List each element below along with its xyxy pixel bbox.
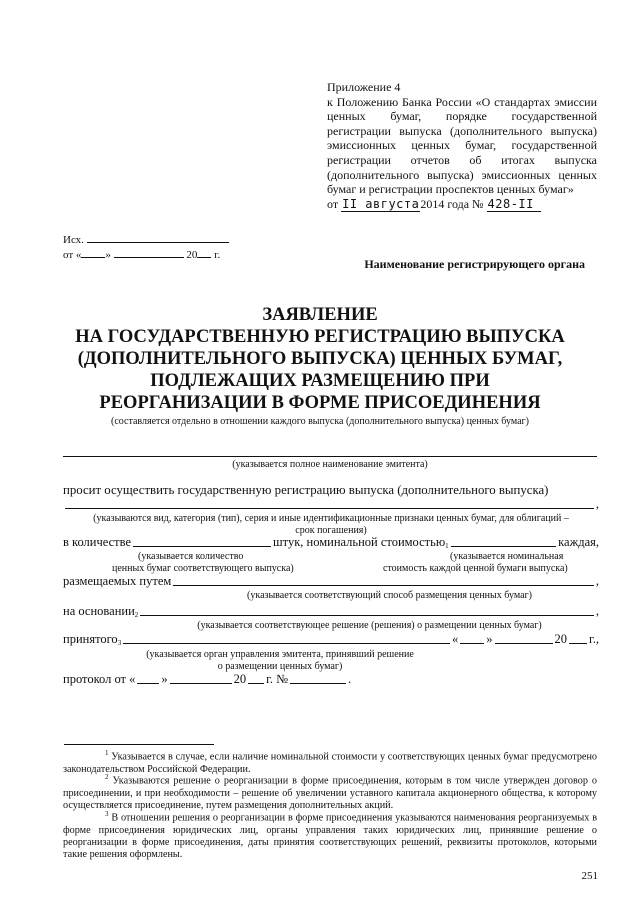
quantity-field[interactable] [133, 545, 271, 547]
footnote-1-text: Указывается в случае, если наличие номинальной стоимости у соответствующих ценных бумаг предусмотрено законодательством Российской Федерации. [63, 751, 597, 775]
outgoing-year-suffix: г. [214, 249, 221, 261]
protocol-year: 20 [233, 672, 247, 686]
page-number: 251 [581, 870, 598, 882]
appendix-date-line [327, 197, 597, 213]
outgoing-year-field[interactable] [197, 247, 211, 258]
placement-label: размещаемых путем [63, 574, 172, 588]
appendix-date-prefix: от [327, 196, 339, 211]
heading-line-1: ЗАЯВЛЕНИЕ [262, 305, 378, 325]
footnote-2-marker: 2 [105, 773, 109, 781]
basis-label: на основании [63, 604, 135, 618]
heading-line-5: РЕОРГАНИЗАЦИИ В ФОРМЕ ПРИСОЕДИНЕНИЯ [99, 393, 541, 413]
registering-body: Наименование регистрирующего органа [364, 257, 585, 271]
protocol-mid: » [161, 672, 168, 686]
appendix-block [327, 80, 597, 212]
adopted-row: принятого $_3$ « » 20 г., [63, 632, 599, 647]
protocol-day-field[interactable] [137, 682, 159, 684]
securities-field[interactable] [65, 507, 594, 509]
outgoing-day-field[interactable] [81, 247, 105, 258]
pieces-label: штук, номинальной стоимостью [273, 535, 446, 549]
appendix-body: к Положению Банка России «О стандартах эмиссии ценных бумаг, порядке государственной регистрации выпуска (дополнительного выпуска) эмиссионных ценных бумаг, государственной регистрации отчетов об итогах выпуска (дополнительного выпуска) эмиссионных ценных бумаг и регистрации проспектов ценных бумаг» [327, 94, 597, 197]
adopted-body-field[interactable] [123, 642, 450, 644]
protocol-label: протокол от « [63, 672, 136, 686]
heading-line-3: (ДОПОЛНИТЕЛЬНОГО ВЫПУСКА) ЦЕННЫХ БУМАГ, [77, 349, 563, 369]
appendix-date-handwritten: II августа [342, 196, 420, 211]
nominal-caption-2: стоимость каждой ценной бумаги выпуска) [383, 563, 568, 574]
appendix-title: Приложение 4 [327, 80, 401, 94]
placement-caption: (указывается соответствующий способ размещения ценных бумаг) [247, 590, 532, 601]
placement-row: размещаемых путем , [63, 574, 599, 588]
adopted-year-suffix: г., [589, 632, 599, 646]
issuer-caption: (указывается полное наименование эмитента) [232, 459, 428, 470]
adopted-year-field[interactable] [569, 642, 587, 644]
adopted-label: принятого [63, 632, 118, 646]
adopted-date-open: « [452, 632, 459, 646]
adopted-month-field[interactable] [495, 642, 553, 644]
footnote-3 [63, 808, 597, 862]
protocol-end: . [348, 672, 352, 686]
basis-row: на основании $_2$ , [63, 604, 599, 619]
securities-caption-1: (указываются вид, категория (тип), серия и иные идентификационные признаки ценных бумаг, для облигаций – [93, 513, 569, 524]
quantity-row: в количестве штук, номинальной стоимостью $_1$ каждая, [63, 535, 599, 550]
outgoing-year: 20 [186, 249, 198, 261]
appendix-date-middle: 2014 года № [420, 196, 484, 211]
basis-caption: (указывается соответствующее решение (решения) о размещении ценных бумаг) [197, 620, 542, 631]
footnote-3-text: В отношении решения о реорганизации в форме присоединения указываются наименования реорганизуемых в форме присоединения юридических лиц, органы управления таких юридических лиц, принявшие решение о реорганизации в форме присоединения, даты принятия соответствующих решений, реквизиты протоколов, которыми такие решения оформлены. [63, 812, 598, 861]
nominal-caption-1: (указывается номинальная [450, 551, 564, 562]
nominal-field[interactable] [451, 545, 556, 547]
protocol-no-label: г. № [266, 672, 289, 686]
footnote-2 [63, 771, 597, 812]
protocol-number-field[interactable] [290, 682, 346, 684]
request-text: просит осуществить государственную регистрацию выпуска (дополнительного выпуска) [63, 483, 549, 497]
securities-row: , [63, 497, 599, 512]
adopted-date-close: » [486, 632, 493, 646]
adopted-caption-2: о размещении ценных бумаг) [217, 661, 343, 672]
adopted-year: 20 [554, 632, 568, 646]
protocol-year-field[interactable] [248, 682, 264, 684]
heading-line-2: НА ГОСУДАРСТВЕННУЮ РЕГИСТРАЦИЮ ВЫПУСКА [75, 327, 565, 347]
outgoing-no-field[interactable] [87, 232, 229, 243]
quantity-label: в количестве [63, 535, 132, 549]
footnote-1-marker: 1 [105, 749, 109, 757]
appendix-number-handwritten: 428-II [487, 197, 541, 213]
placement-field[interactable] [173, 584, 594, 586]
outgoing-number-block [63, 232, 229, 262]
outgoing-from-label: от « [63, 249, 82, 261]
footnote-3-marker: 3 [105, 810, 109, 818]
outgoing-no-label: Исх. [63, 234, 84, 246]
footnote-separator [64, 744, 214, 745]
basis-field[interactable] [140, 614, 594, 616]
quantity-caption-1: (указывается количество [138, 551, 244, 562]
adopted-caption-1: (указывается орган управления эмитента, принявший решение [146, 649, 414, 660]
heading-line-4: ПОДЛЕЖАЩИХ РАЗМЕЩЕНИЮ ПРИ [150, 371, 490, 391]
adopted-day-field[interactable] [460, 642, 484, 644]
securities-caption-2: срок погашения) [295, 525, 367, 536]
each-label: каждая, [558, 535, 599, 549]
protocol-row [63, 672, 373, 687]
quantity-caption-2: ценных бумаг соответствующего выпуска) [112, 563, 294, 574]
document-heading [0, 304, 640, 414]
protocol-month-field[interactable] [170, 682, 232, 684]
heading-note: (составляется отдельно в отношении каждого выпуска (дополнительного выпуска) ценных бумаг) [111, 416, 529, 427]
outgoing-mid: » [105, 249, 111, 261]
issuer-name-field[interactable] [63, 455, 597, 457]
outgoing-month-field[interactable] [114, 247, 184, 258]
footnote-2-text: Указываются решение о реорганизации в форме присоединения, которым в том числе утвержден договор о присоединении, и при необходимости – решение об увеличении уставного капитала акционерного общества, к которому осуществляется присоединение, путем размещения дополнительных акций. [63, 775, 598, 811]
